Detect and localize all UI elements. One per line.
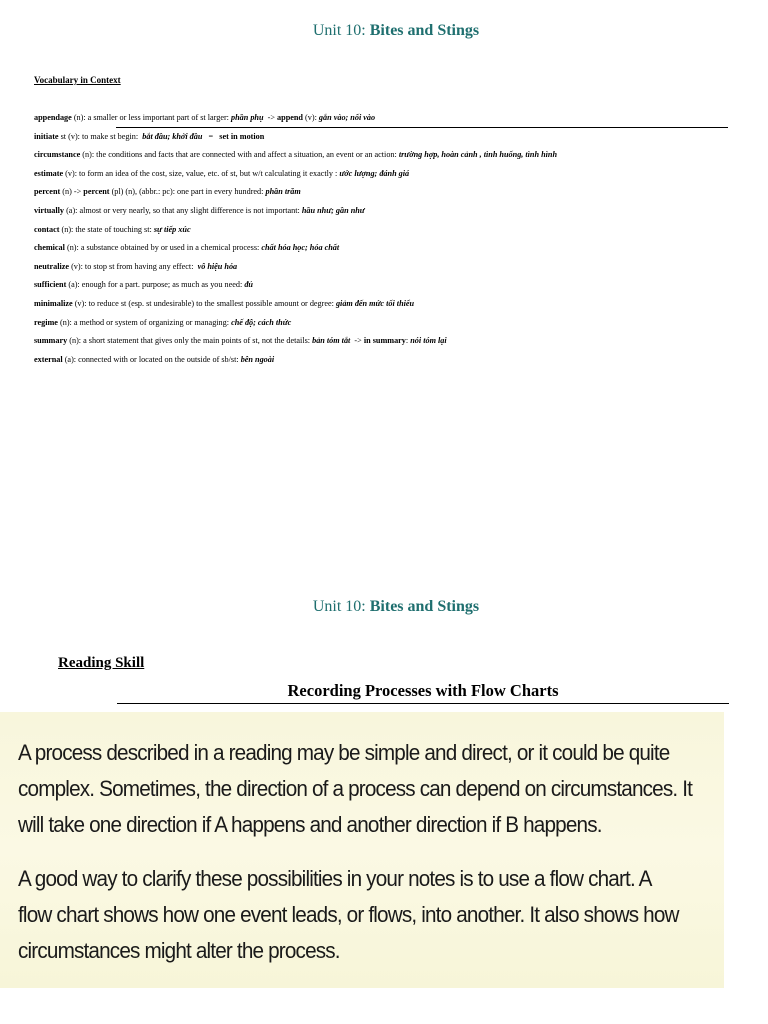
vocab-term: chemical	[34, 243, 65, 253]
vocab-definition: (n): the state of touching st:	[59, 224, 154, 234]
vocab-definition: st (v): to make st begin:	[58, 131, 141, 141]
vocab-translation: hầu như; gần như	[301, 206, 365, 215]
vocab-translation: trường hợp, hoàn cảnh , tình huống, tình hình	[398, 150, 558, 160]
vocab-related-term: set in motion	[219, 131, 265, 141]
page-2-unit-title	[0, 598, 768, 616]
vocab-definition: (v): to reduce st (esp. st undesirable) to the smallest possible amount or degree:	[72, 299, 336, 308]
vocab-related-term: percent	[83, 187, 110, 197]
vocab-term: external	[34, 354, 63, 364]
vocab-definition: (a): enough for a part. purpose; as much as you need:	[66, 280, 245, 290]
vocab-translation: bắt đầu; khởi đầu	[140, 131, 203, 141]
vocab-entry	[34, 243, 339, 253]
vocab-entry	[34, 318, 291, 328]
vocab-translation: phần phụ	[231, 113, 264, 122]
vocab-entry	[34, 262, 237, 272]
vocab-arrow: ->	[73, 187, 84, 197]
vocab-term: regime	[34, 317, 58, 327]
vocab-related-definition: (pl) (n), (abbr.: pc): one part in every hundred:	[109, 187, 266, 197]
paragraph-line: flow chart shows how one event leads, or flows, into another. It also shows how	[18, 902, 679, 927]
vocab-translation: đủ	[244, 280, 253, 290]
vocab-related-definition: (v):	[303, 113, 319, 122]
vocab-related-term: append	[277, 113, 303, 122]
paragraph-line: A good way to clarify these possibilities in your notes is to use a flow chart. A	[18, 866, 652, 891]
paragraph-2	[18, 861, 679, 969]
vocab-translation: ước lượng; đánh giá	[339, 168, 410, 178]
vocab-term: estimate	[34, 168, 64, 178]
vocab-entry	[34, 299, 414, 309]
unit-name: Bites and Stings	[369, 22, 480, 39]
page-1-unit-title	[0, 22, 768, 40]
vocab-entry	[34, 336, 447, 346]
vocab-entry	[34, 132, 264, 142]
vocab-related-translation: gắn vào; nối vào	[318, 113, 376, 122]
vocab-related-definition: :	[405, 336, 411, 346]
vocab-entry	[34, 113, 375, 123]
vocab-definition: (a): connected with or located on the outside of sb/st:	[62, 354, 241, 364]
paragraph-line: A process described in a reading may be simple and direct, or it could be quite	[18, 740, 670, 765]
vocab-definition: (n): a method or system of organizing or managing:	[57, 317, 232, 327]
vocab-translation: chất hóa học; hóa chất	[261, 243, 340, 253]
vocab-definition: (n): a short statement that gives only the main points of st, not the details:	[67, 336, 313, 346]
paragraph-1	[18, 735, 693, 843]
vocab-translation: sự tiếp xúc	[153, 224, 191, 234]
unit-label: Unit 10:	[312, 22, 370, 39]
vocab-term: percent	[34, 187, 61, 197]
vocab-term: appendage	[34, 113, 72, 122]
vocab-entry	[34, 150, 557, 160]
vocab-entry	[34, 280, 253, 290]
vocab-definition: (n): a smaller or less important part of st larger:	[71, 113, 231, 122]
vocab-definition: (n)	[60, 187, 74, 197]
unit-name: Bites and Stings	[369, 598, 480, 615]
section-title: Recording Processes with Flow Charts	[287, 681, 559, 700]
vocab-translation: chế độ; cách thức	[231, 317, 292, 327]
reading-skill-heading: Reading Skill	[58, 655, 145, 671]
vocab-term: neutralize	[34, 261, 70, 271]
vocab-entry	[34, 206, 365, 216]
vocab-arrow: ->	[263, 113, 278, 122]
vocabulary-heading: Vocabulary in Context	[34, 75, 121, 85]
vocab-entry	[34, 355, 274, 365]
vocab-term: sufficient	[34, 280, 67, 290]
vocab-entry	[34, 187, 301, 197]
vocab-definition: (v): to form an idea of the cost, size, value, etc. of st, but w/t calculating it exactly :	[63, 168, 340, 178]
vocab-definition: (n): the conditions and facts that are connected with and affect a situation, an event or an action:	[80, 150, 399, 160]
horizontal-rule	[117, 703, 729, 704]
vocab-related-translation: phần trăm	[265, 187, 301, 197]
vocab-related-translation: nói tóm lại	[410, 336, 447, 346]
vocab-definition: (a): almost or very nearly, so that any slight difference is not important:	[64, 206, 302, 215]
vocab-entry	[34, 169, 409, 179]
vocab-term: minimalize	[34, 299, 73, 308]
vocab-translation: giảm đến mức tối thiểu	[335, 299, 415, 308]
horizontal-rule	[116, 127, 728, 128]
vocab-translation: bản tóm tắt	[312, 336, 351, 346]
paragraph-line: will take one direction if A happens and another direction if B happens.	[18, 812, 602, 837]
vocab-arrow: =	[202, 131, 220, 141]
paragraph-line: complex. Sometimes, the direction of a process can depend on circumstances. It	[18, 776, 693, 801]
vocab-term: summary	[34, 336, 68, 346]
vocab-term: contact	[34, 224, 60, 234]
vocab-translation: vô hiệu hóa	[197, 261, 238, 271]
vocab-term: virtually	[34, 206, 65, 215]
vocab-translation: bên ngoài	[240, 354, 275, 364]
vocab-term: circumstance	[34, 150, 81, 160]
paragraph-line: circumstances might alter the process.	[18, 938, 340, 963]
vocab-arrow: ->	[350, 336, 364, 346]
vocab-definition: (v): to stop st from having any effect:	[69, 261, 198, 271]
vocab-definition: (n): a substance obtained by or used in a chemical process:	[64, 243, 262, 253]
vocab-related-term: in summary	[363, 336, 406, 346]
scanned-text-image	[0, 712, 724, 988]
vocab-entry	[34, 225, 191, 235]
unit-label: Unit 10:	[312, 598, 370, 615]
vocab-term: initiate	[34, 131, 59, 141]
